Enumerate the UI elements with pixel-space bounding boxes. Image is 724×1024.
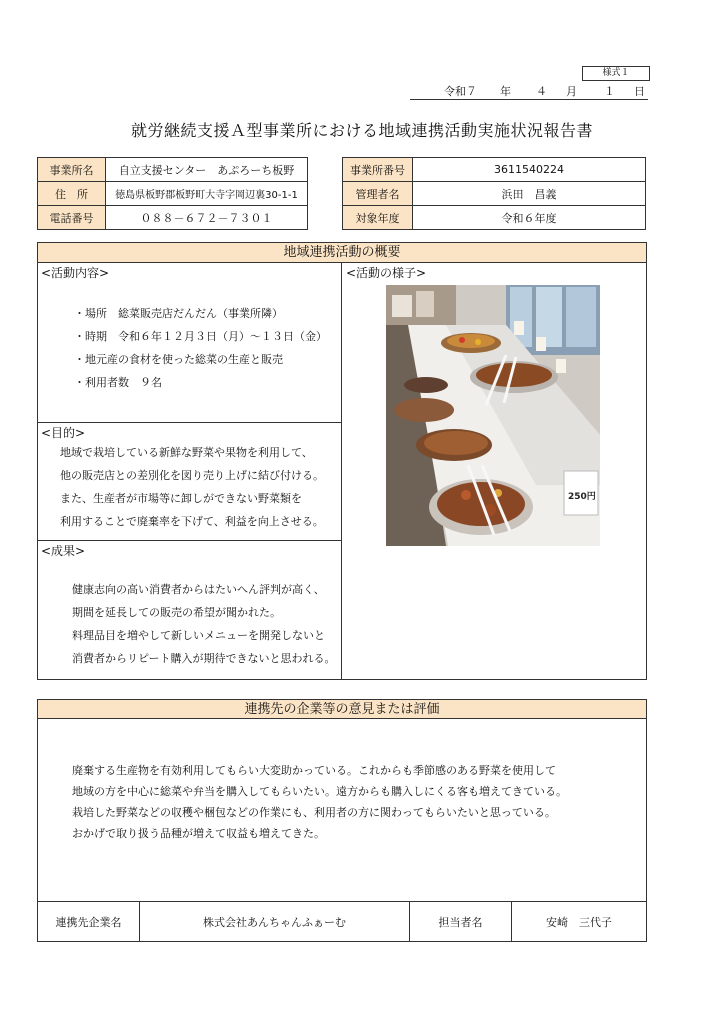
contact-name: 安崎 三代子 [512,902,647,942]
facility-name: 自立支援センター あぷろーち板野 [106,158,308,182]
activity-content-label: <活動内容> [41,266,110,280]
result-text [72,578,336,670]
purpose-text [60,441,324,533]
phone-label: 電話番号 [38,206,106,230]
partner-name: 株式会社あんちゃんふぁーむ [140,902,410,942]
phone: ０８８－６７２－７３０１ [106,206,308,230]
partner-table [37,901,647,942]
text-line: また、生産者が市場等に卸しができない野菜類を [60,492,302,505]
text-line: 他の販売店との差別化を図り売り上げに結び付ける。 [60,469,324,482]
text-line: 地域で栽培している新鮮な野菜や果物を利用して、 [60,446,313,459]
date-month: ４ [536,85,547,98]
facility-info-table [37,157,308,230]
evaluation-heading: 連携先の企業等の意見または評価 [37,699,647,719]
facility-number: 3611540224 [413,158,646,182]
purpose-label: <目的> [41,426,86,440]
text-line: おかげで取り扱う品種が増えて収益も増えてきた。 [72,827,325,840]
fiscal-year: 令和６年度 [413,206,646,230]
list-item: ・場所 総菜販売店だんだん（事業所隣） [74,307,283,320]
report-date [410,80,648,100]
address: 徳島県板野郡板野町大寺字岡辺裏30-1-1 [106,182,308,206]
date-month-unit: 月 [566,85,577,98]
activity-content-list [74,302,327,394]
manager-name: 浜田 昌義 [413,182,646,206]
text-line: 消費者からリピート購入が期待できないと思われる。 [72,652,336,665]
deli-counter-photo [386,285,600,546]
price-card-text: 250円 [568,492,596,502]
date-day: １ [604,85,615,98]
facility-name-label: 事業所名 [38,158,106,182]
text-line: 期間を延長しての販売の希望が聞かれた。 [72,606,281,619]
text-line: 料理品目を増やして新しいメニューを開発しないと [72,629,325,642]
partner-label: 連携先企業名 [38,902,140,942]
list-item: ・利用者数 ９名 [74,376,162,389]
contact-label: 担当者名 [410,902,512,942]
list-item: ・時期 令和６年１２月３日（月）～１３日（金） [74,330,327,343]
facility-meta-table [342,157,646,230]
facility-number-label: 事業所番号 [343,158,413,182]
fiscal-year-label: 対象年度 [343,206,413,230]
date-era: 令和７ [444,85,477,98]
date-day-unit: 日 [634,85,645,98]
evaluation-text [72,760,567,844]
text-line: 地域の方を中心に総菜や弁当を購入してもらいたい。遠方からも購入しにくる客も増えてきている。 [72,785,567,798]
manager-label: 管理者名 [343,182,413,206]
address-label: 住 所 [38,182,106,206]
text-line: 利用することで廃棄率を下げて、利益を向上させる。 [60,515,324,528]
activity-photo-label: <活動の様子> [346,266,427,280]
page-title: 就労継続支援Ａ型事業所における地域連携活動実施状況報告書 [130,121,593,140]
form-number: 様式１ [582,66,650,81]
text-line: 廃棄する生産物を有効利用してもらい大変助かっている。これからも季節感のある野菜を使用して [72,764,556,777]
text-line: 栽培した野菜などの収穫や梱包などの作業にも、利用者の方に関わってもらいたいと思っている。 [72,806,556,819]
overview-heading: 地域連携活動の概要 [37,242,647,263]
date-year-unit: 年 [500,85,511,98]
deli-counter-illustration [386,285,600,546]
text-line: 健康志向の高い消費者からはたいへん評判が高く、 [72,583,325,596]
result-label: <成果> [41,544,86,558]
list-item: ・地元産の食材を使った総菜の生産と販売 [74,353,283,366]
